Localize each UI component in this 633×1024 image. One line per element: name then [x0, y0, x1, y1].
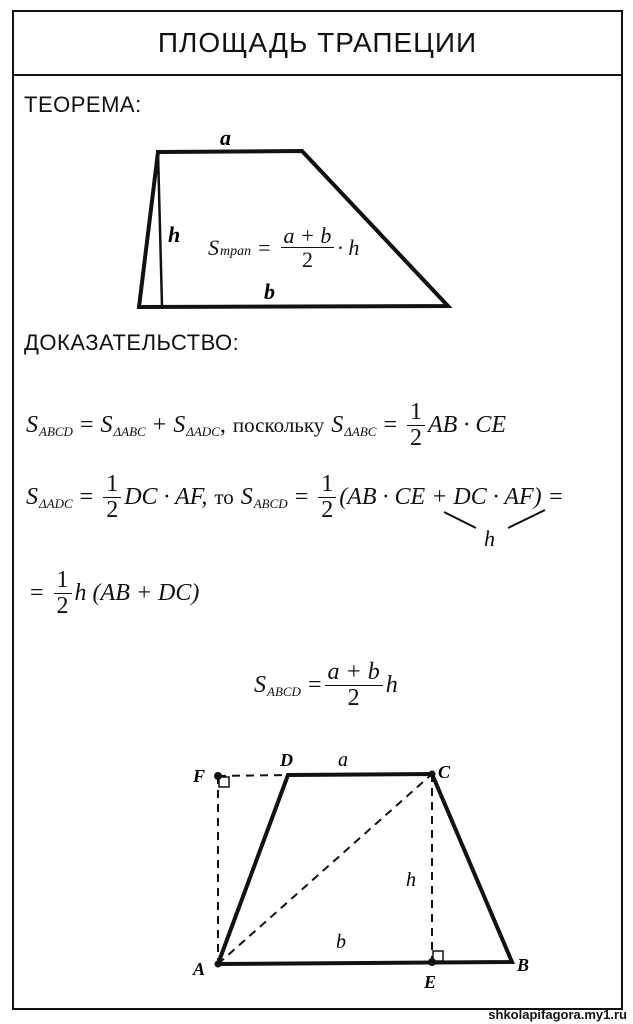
label-F: F: [193, 766, 206, 786]
label-h: h: [168, 222, 181, 247]
result-fraction: $\frac{a + b}{2}$: [325, 660, 383, 711]
page-title: ПЛОЩАДЬ ТРАПЕЦИИ: [14, 12, 621, 76]
brace-h-label: h: [484, 526, 495, 551]
label-fig2-h: h: [406, 869, 416, 891]
theorem-heading: ТЕОРЕМА:: [24, 92, 142, 117]
point-c: [429, 771, 436, 778]
trapezoid-abcd: [218, 774, 512, 964]
label-a: a: [220, 125, 231, 150]
label-D: D: [280, 750, 293, 770]
dashed-diagonal-ac: [218, 774, 432, 964]
label-B: B: [517, 955, 530, 975]
fraction-one-half: $\frac{1}{2}$: [318, 472, 336, 523]
fraction-one-half: $\frac{1}{2}$: [407, 400, 425, 451]
point-e: [428, 958, 436, 966]
dashed-fd: [218, 775, 288, 776]
result-formula: S ABCD = $\frac{a + b}{2}$ h: [254, 659, 398, 712]
point-a: [215, 961, 222, 968]
proof-line-1: S ABCD = S ΔABC + S ΔADC , поскольку S ΔABC = $\frac{1}{2}$ AB · CE: [26, 399, 507, 452]
label-E: E: [424, 972, 437, 992]
proof-line-2: S ΔADC = $\frac{1}{2}$ DC · AF, то S ABCD = $\frac{1}{2}$ (AB · CE + DC · AF) =: [26, 471, 564, 524]
proof-line-3: = $\frac{1}{2}$ h (AB + DC): [30, 567, 200, 620]
fraction-one-half: $\frac{1}{2}$: [103, 472, 121, 523]
theorem-formula: S трап = $\frac{a + b}{2}$ · h: [208, 223, 360, 273]
label-fig2-b: b: [336, 931, 346, 953]
theorem-fraction: $\frac{a + b}{2}$: [281, 224, 335, 271]
label-C: C: [438, 762, 451, 782]
label-b: b: [264, 279, 275, 304]
proof-heading: ДОКАЗАТЕЛЬСТВО:: [24, 330, 240, 355]
point-f: [214, 772, 222, 780]
label-A: A: [193, 959, 206, 979]
watermark: shkolapifagora.my1.ru: [488, 1007, 627, 1022]
fraction-one-half: $\frac{1}{2}$: [54, 568, 72, 619]
label-fig2-a: a: [338, 749, 348, 771]
